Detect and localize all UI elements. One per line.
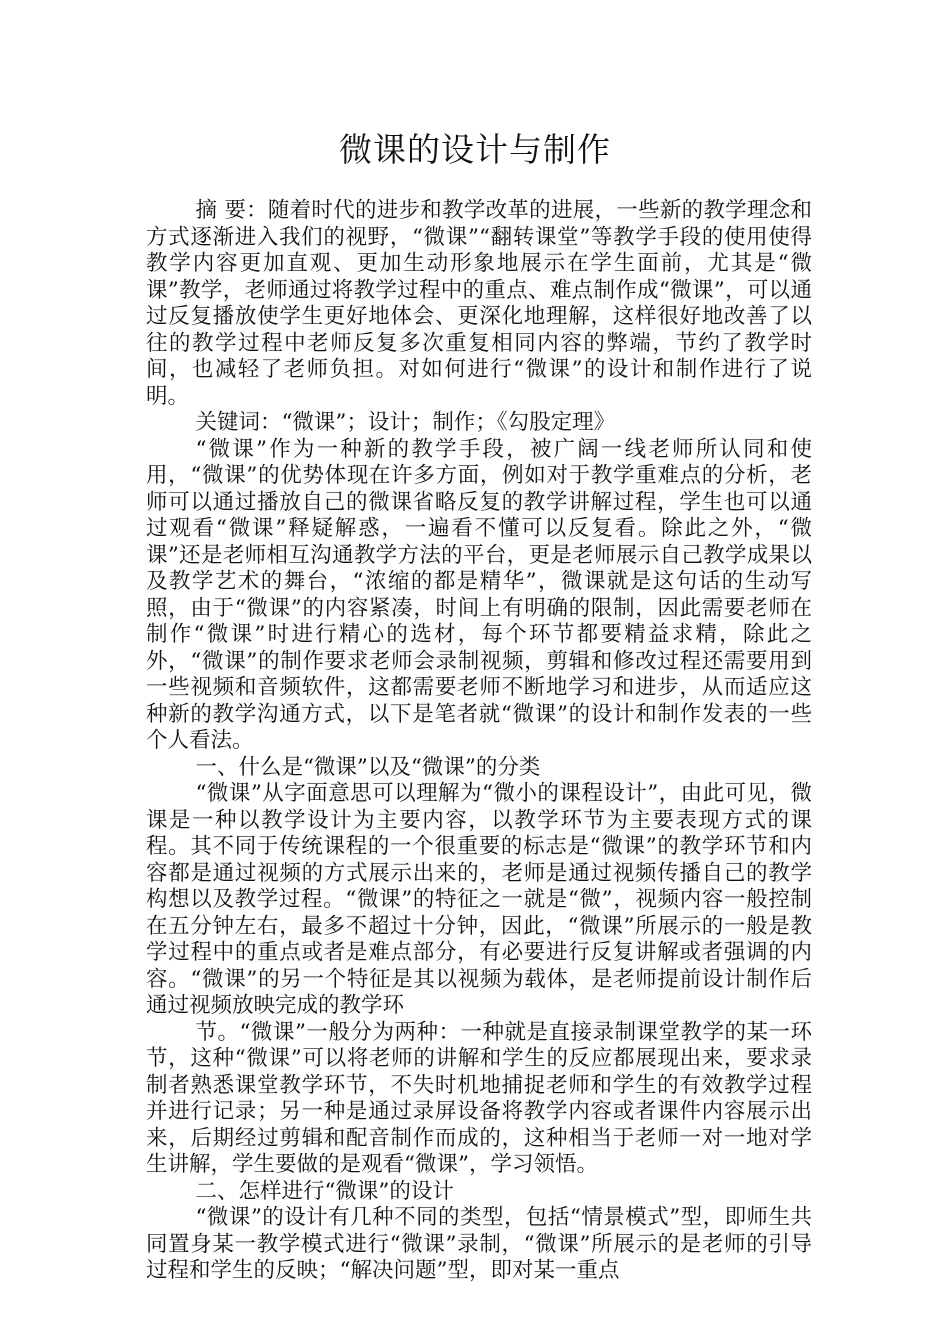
body-paragraph: 节。“微课”一般分为两种：一种就是直接录制课堂教学的某一环节，这种“微课”可以将老师的讲解和学生的反应都展现出来，要求录制者熟悉课堂教学环节，不失时机地捕捉老师和学生的有效教学过程并进行记录；另一种是通过录屏设备将教学内容或者课件内容展示出来，后期经过剪辑和配音制作而成的，这种相当于老师一对一地对学生讲解，学生要做的是观看“微课”，学习领悟。 — [146, 1019, 812, 1177]
body-paragraph: “微课”从字面意思可以理解为“微小的课程设计”，由此可见，微课是一种以教学设计为主要内容，以教学环节为主要表现方式的课程。其不同于传统课程的一个很重要的标志是“微课”的教学环节和内容都是通过视频的方式展示出来的，老师是通过视频传播自己的教学构想以及教学过程。“微课”的特征之一就是“微”，视频内容一般控制在五分钟左右，最多不超过十分钟，因此，“微课”所展示的一般是教学过程中的重点或者是难点部分，有必要进行反复讲解或者强调的内容。“微课”的另一个特征是其以视频为载体，是老师提前设计制作后通过视频放映完成的教学环 — [146, 781, 812, 1018]
abstract-paragraph: 摘 要：随着时代的进步和教学改革的进展，一些新的教学理念和方式逐渐进入我们的视野，“微课”“翻转课堂”等教学手段的使用使得教学内容更加直观、更加生动形象地展示在学生面前，尤其是“微课”教学，老师通过将教学过程中的重点、难点制作成“微课”，可以通过反复播放使学生更好地体会、更深化地理解，这样很好地改善了以往的教学过程中老师反复多次重复相同内容的弊端，节约了教学时间，也减轻了老师负担。对如何进行“微课”的设计和制作进行了说明。 — [146, 198, 812, 409]
keywords-paragraph: 关键词：“微课”；设计；制作；《勾股定理》 — [195, 410, 616, 435]
document-body — [146, 198, 812, 1285]
section-heading: 一、什么是“微课”以及“微课”的分类 — [195, 754, 541, 780]
body-paragraph: “微课”的设计有几种不同的类型，包括“情景模式”型，即师生共同置身某一教学模式进行“微课”录制，“微课”所展示的是老师的引导过程和学生的反映；“解决问题”型，即对某一重点 — [146, 1205, 812, 1283]
body-paragraph: “微课”作为一种新的教学手段，被广阔一线老师所认同和使用，“微课”的优势体现在许多方面，例如对于教学重难点的分析，老师可以通过播放自己的微课省略反复的教学讲解过程，学生也可以通过观看“微课”释疑解惑，一遍看不懂可以反复看。除此之外，“微课”还是老师相互沟通教学方法的平台，更是老师展示自己教学成果以及教学艺术的舞台，“浓缩的都是精华”，微课就是这句话的生动写照，由于“微课”的内容紧凑，时间上有明确的限制，因此需要老师在制作“微课”时进行精心的选材，每个环节都要精益求精，除此之外，“微课”的制作要求老师会录制视频，剪辑和修改过程还需要用到一些视频和音频软件，这都需要老师不断地学习和进步，从而适应这种新的教学沟通方式，以下是笔者就“微课”的设计和制作发表的一些个人看法。 — [146, 436, 812, 753]
section-heading: 二、怎样进行“微课”的设计 — [195, 1178, 454, 1204]
document-title: 微课的设计与制作 — [339, 130, 611, 169]
